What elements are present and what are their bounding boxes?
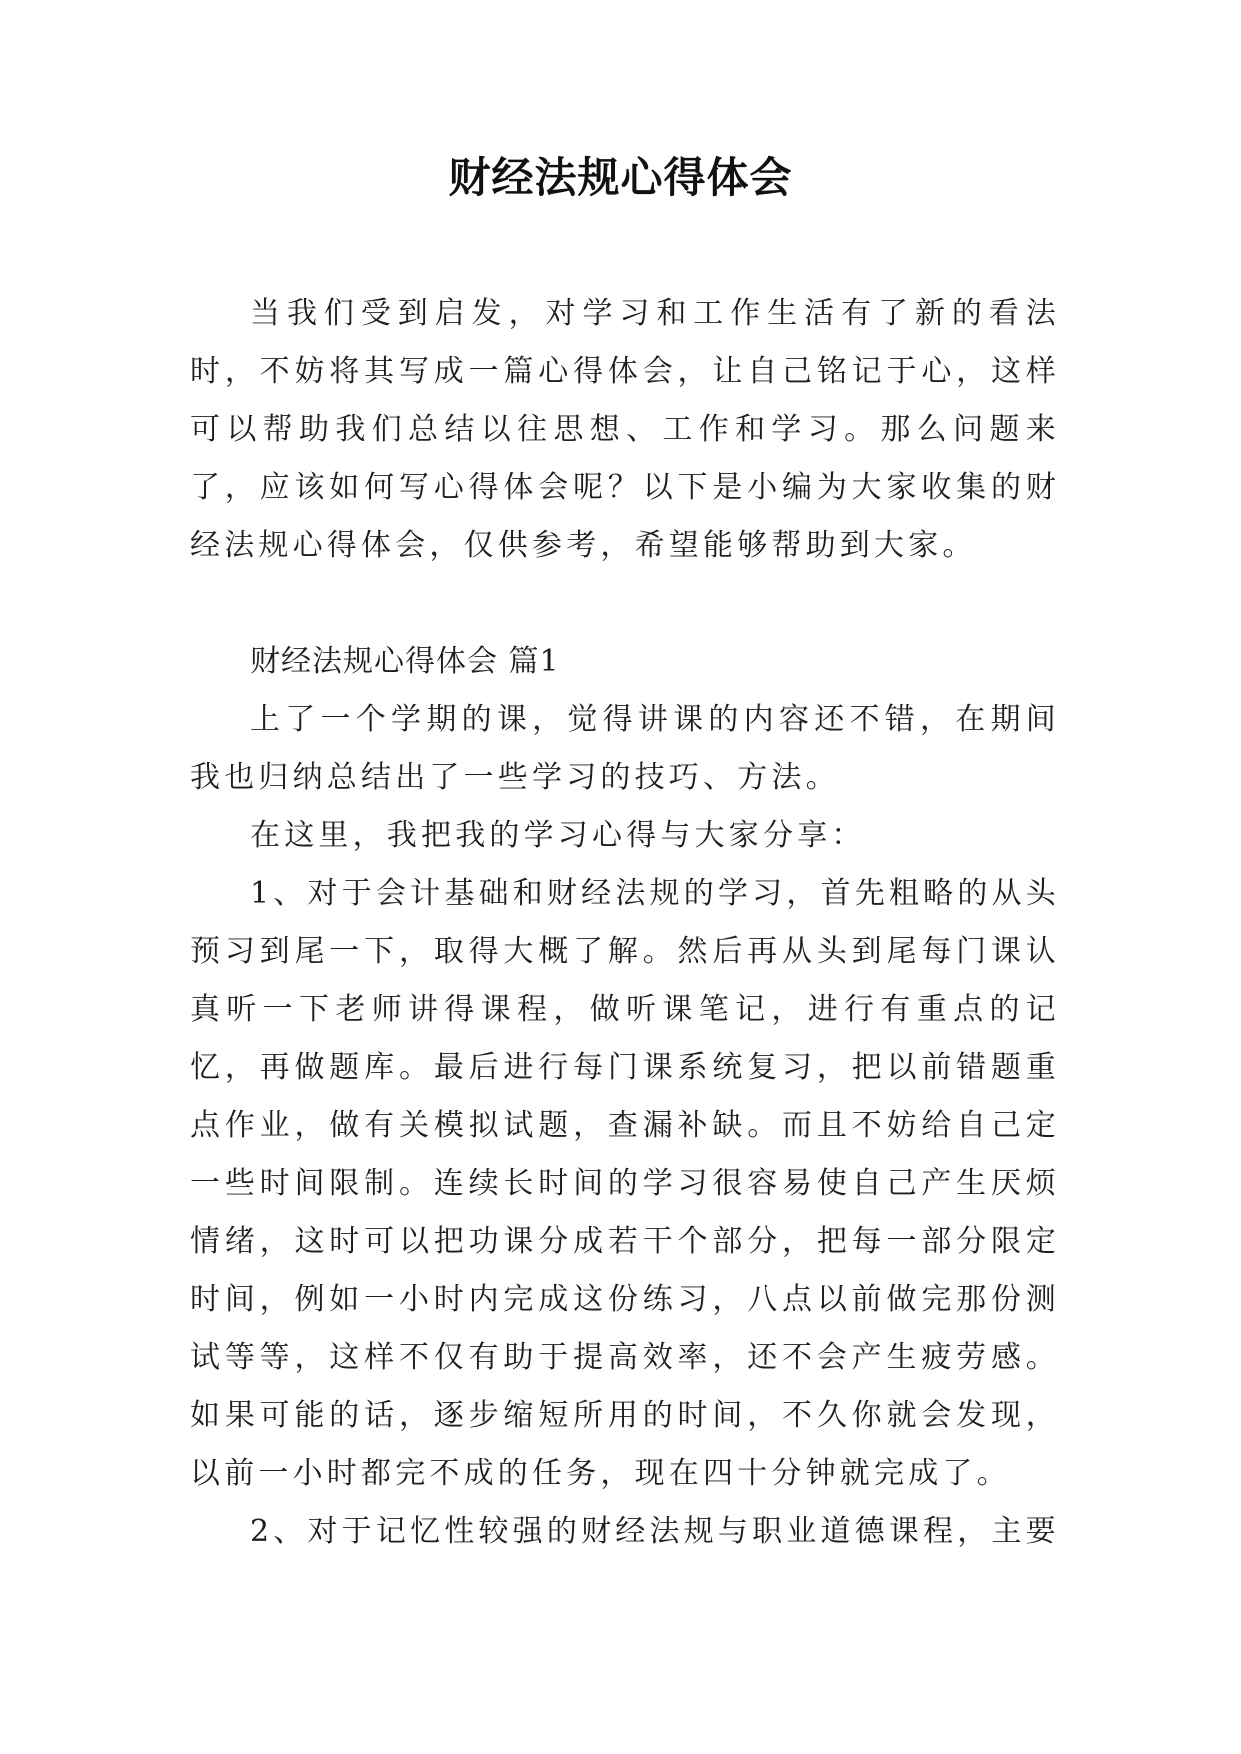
document-body (190, 285, 1060, 1561)
section-heading: 财经法规心得体会 篇1 (250, 644, 560, 679)
body-paragraph: 上了一个学期的课，觉得讲课的内容还不错，在期间我也归纳总结出了一些学习的技巧、方法。 (190, 702, 1060, 795)
intro-paragraph: 当我们受到启发，对学习和工作生活有了新的看法时，不妨将其写成一篇心得体会，让自己铭记于心，这样可以帮助我们总结以往思想、工作和学习。那么问题来了，应该如何写心得体会呢？以下是小编为大家收集的财经法规心得体会，仅供参考，希望能够帮助到大家。 (190, 296, 1060, 563)
body-paragraph: 1、对于会计基础和财经法规的学习，首先粗略的从头预习到尾一下，取得大概了解。然后再从头到尾每门课认真听一下老师讲得课程，做听课笔记，进行有重点的记忆，再做题库。最后进行每门课系统复习，把以前错题重点作业，做有关模拟试题，查漏补缺。而且不妨给自己定一些时间限制。连续长时间的学习很容易使自己产生厌烦情绪，这时可以把功课分成若干个部分，把每一部分限定时间，例如一小时内完成这份练习，八点以前做完那份测试等等，这样不仅有助于提高效率，还不会产生疲劳感。如果可能的话，逐步缩短所用的时间，不久你就会发现，以前一小时都完不成的任务，现在四十分钟就完成了。 (190, 876, 1060, 1491)
body-paragraph: 2、对于记忆性较强的财经法规与职业道德课程，主要 (250, 1514, 1060, 1549)
document-title: 财经法规心得体会 (448, 153, 793, 202)
body-paragraph: 在这里，我把我的学习心得与大家分享： (250, 818, 866, 853)
